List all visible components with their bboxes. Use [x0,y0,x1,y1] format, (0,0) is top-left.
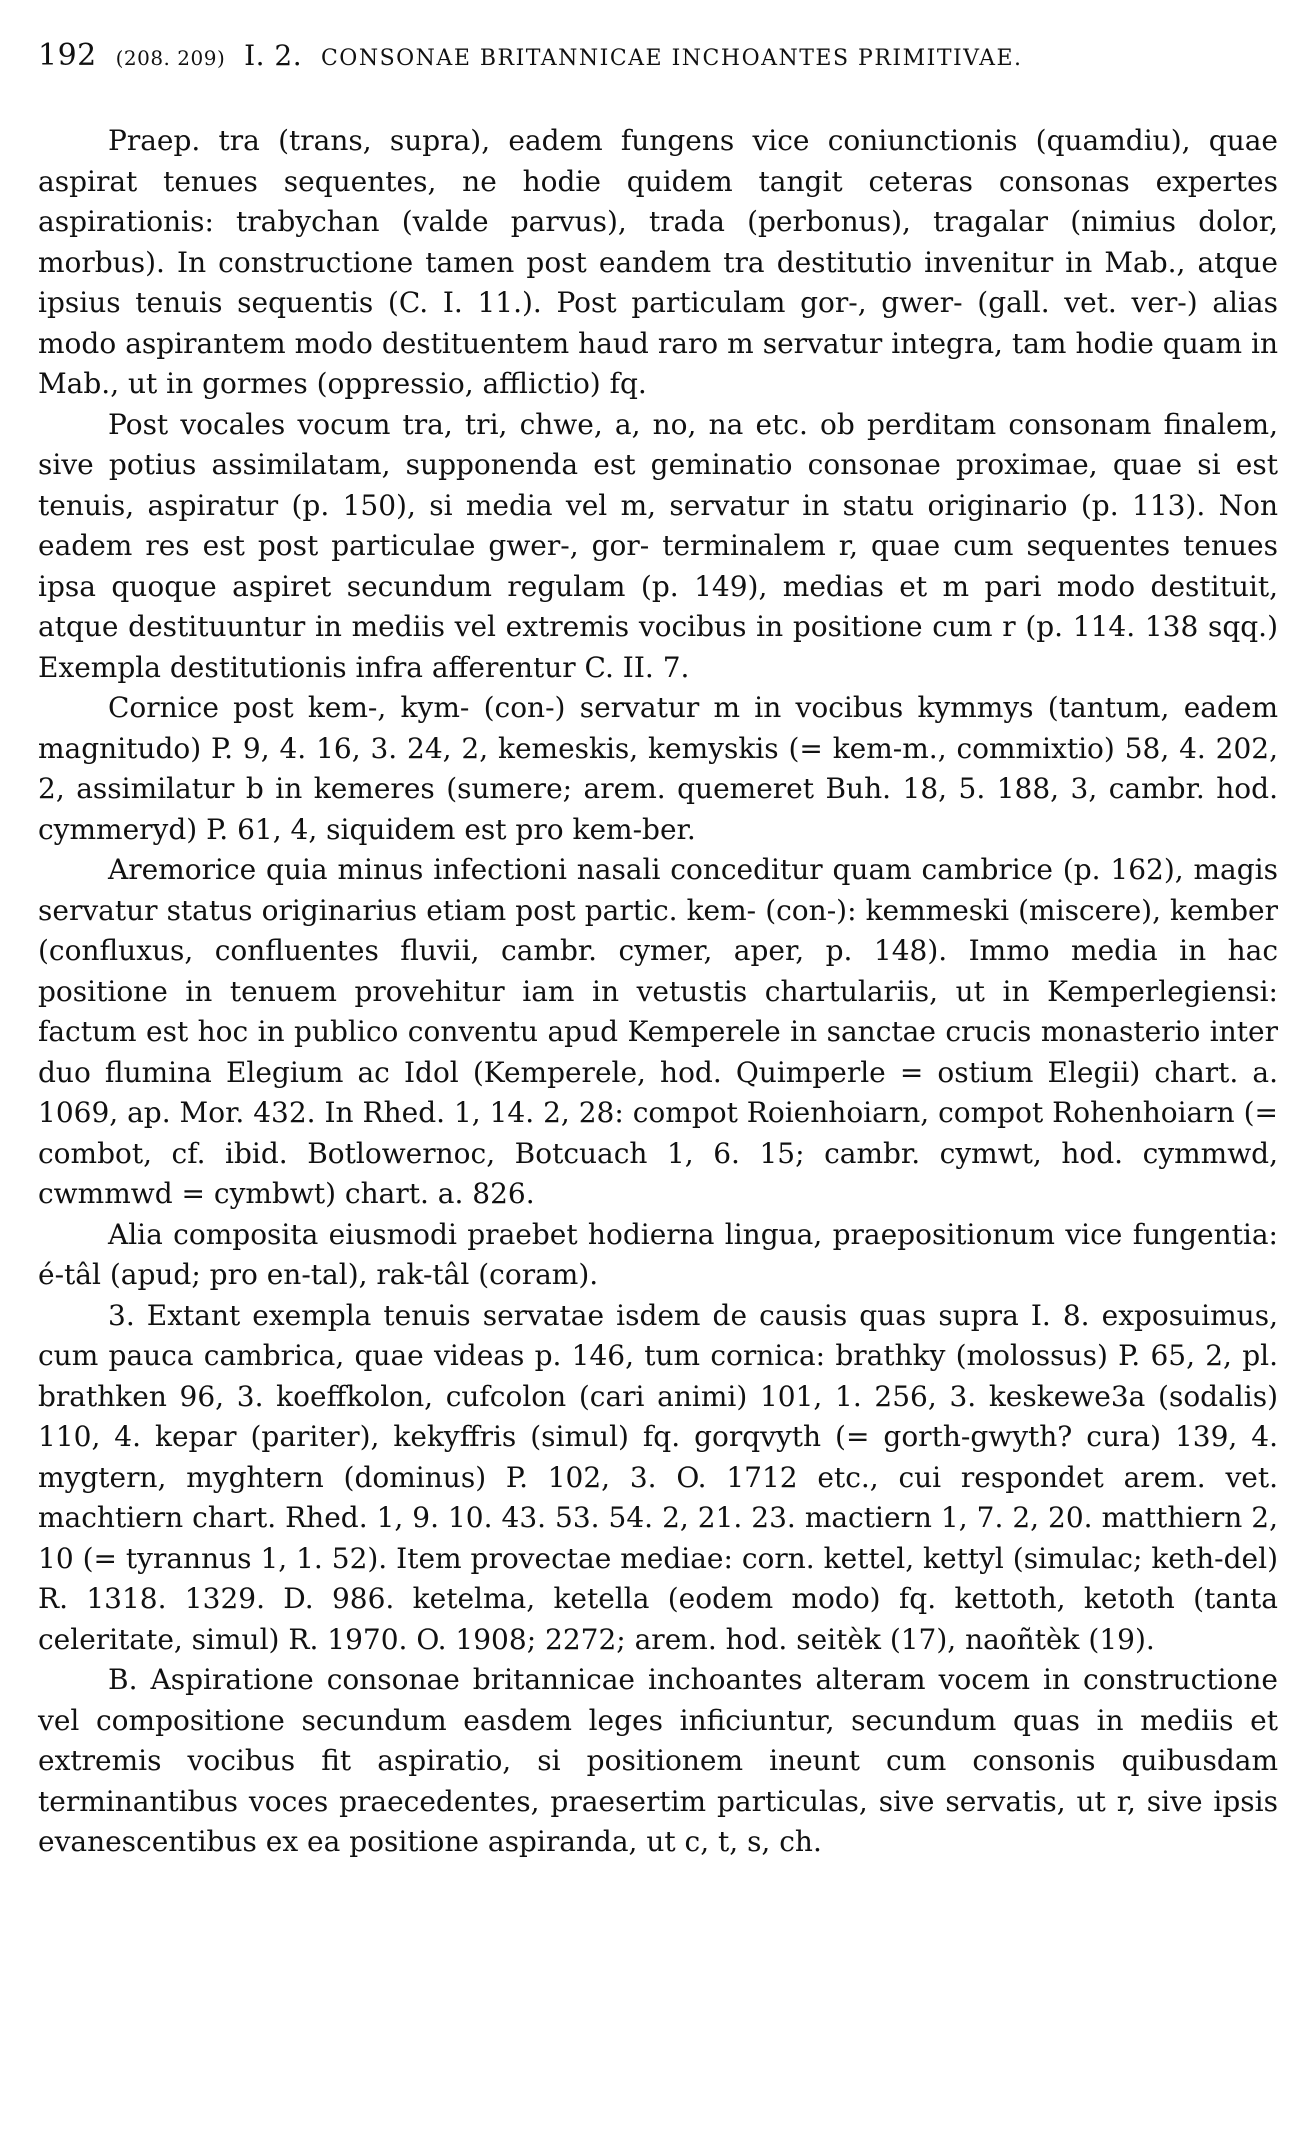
paragraph-6: 3. Extant exempla tenuis servatae isdem de causis quas supra I. 8. exposuimus, cum pauca cambrica, quae videas p. 146, tum cornica: brathky (molossus) P. 65, 2, pl. brathken 96, 3. koeffkolon, cufcolon (cari animi) 101, 1. 256, 3. keskewe3a (sodalis) 110, 4. kepar (pariter), kekyffris (simul) fq. gorqvyth (= gorth-gwyth? cura) 139, 4. mygtern, myghtern (dominus) P. 102, 3. O. 1712 etc., cui respondet arem. vet. machtiern chart. Rhed. 1, 9. 10. 43. 53. 54. 2, 21. 23. mactiern 1, 7. 2, 20. matthiern 2, 10 (= tyrannus 1, 1. 52). Item provectae mediae: corn. kettel, kettyl (simulac; keth-del) R. 1318. 1329. D. 986. ketelma, ketella (eodem modo) fq. kettoth, ketoth (tanta celeritate, simul) R. 1970. O. 1908; 2272; arem. hod. seitèk (17), naoñtèk (19). [38,1298,1278,1656]
running-head [38,38,1278,77]
running-title: CONSONAE BRITANNICAE INCHOANTES PRIMITIVAE. [320,46,1023,71]
paragraph-3: Cornice post kem-, kym- (con-) servatur m in vocibus kymmys (tantum, eadem magnitudo) P. 9, 4. 16, 3. 24, 2, kemeskis, kemyskis (= kem-m., commixtio) 58, 4. 202, 2, assimilatur b in kemeres (sumere; arem. quemeret Buh. 18, 5. 188, 3, cambr. hod. cymmeryd) P. 61, 4, siquidem est pro kem-ber. [38,691,1278,846]
page-refs: (208. 209) [115,46,226,70]
page [38,38,1278,1863]
paragraph-1: Praep. tra (trans, supra), eadem fungens vice coniunctionis (quamdiu), quae aspirat tenues sequentes, ne hodie quidem tangit ceteras consonas expertes aspirationis: trabychan (valde parvus), trada (perbonus), tragalar (nimius dolor, morbus). In constructione tamen post eandem tra destitutio invenitur in Mab., atque ipsius tenuis sequentis (C. I. 11.). Post particulam gor-, gwer- (gall. vet. ver-) alias modo aspirantem modo destituentem haud raro m servatur integra, tam hodie quam in Mab., ut in gormes (oppressio, afflictio) fq. [38,124,1278,400]
section-number: I. 2. [244,39,303,72]
paragraph-2: Post vocales vocum tra, tri, chwe, a, no, na etc. ob perditam consonam finalem, sive potius assimilatam, supponenda est geminatio consonae proximae, quae si est tenuis, aspiratur (p. 150), si media vel m, servatur in statu originario (p. 113). Non eadem res est post particulae gwer-, gor- terminalem r, quae cum sequentes tenues ipsa quoque aspiret secundum regulam (p. 149), medias et m pari modo destituit, atque destituuntur in mediis vel extremis vocibus in positione cum r (p. 114. 138 sqq.) Exempla destitutionis infra afferentur C. II. 7. [38,407,1278,684]
page-number: 192 [38,38,97,73]
paragraph-5: Alia composita eiusmodi praebet hodierna lingua, praepositionum vice fungentia: é-tâl (apud; pro en-tal), rak-tâl (coram). [38,1217,1278,1291]
paragraph-4: Aremorice quia minus infectioni nasali conceditur quam cambrice (p. 162), magis servatur status originarius etiam post partic. kem- (con-): kemmeski (miscere), kember (confluxus, confluentes fluvii, cambr. cymer, aper, p. 148). Immo media in hac positione in tenuem provehitur iam in vetustis chartulariis, ut in Kemperlegiensi: factum est hoc in publico conventu apud Kemperele in sanctae crucis monasterio inter duo flumina Elegium ac Idol (Kemperele, hod. Quimperle = ostium Elegii) chart. a. 1069, ap. Mor. 432. In Rhed. 1, 14. 2, 28: compot Roienhoiarn, compot Rohenhoiarn (= combot, cf. ibid. Botlowernoc, Botcuach 1, 6. 15; cambr. cymwt, hod. cymmwd, cwmmwd = cymbwt) chart. a. 826. [38,853,1278,1210]
paragraph-7: B. Aspiratione consonae britannicae inchoantes alteram vocem in constructione vel compositione secundum easdem leges inficiuntur, secundum quas in mediis et extremis vocibus fit aspiratio, si positionem ineunt cum consonis quibusdam terminantibus voces praecedentes, praesertim particulas, sive servatis, ut r, sive ipsis evanescentibus ex ea positione aspiranda, ut c, t, s, ch. [38,1663,1278,1858]
